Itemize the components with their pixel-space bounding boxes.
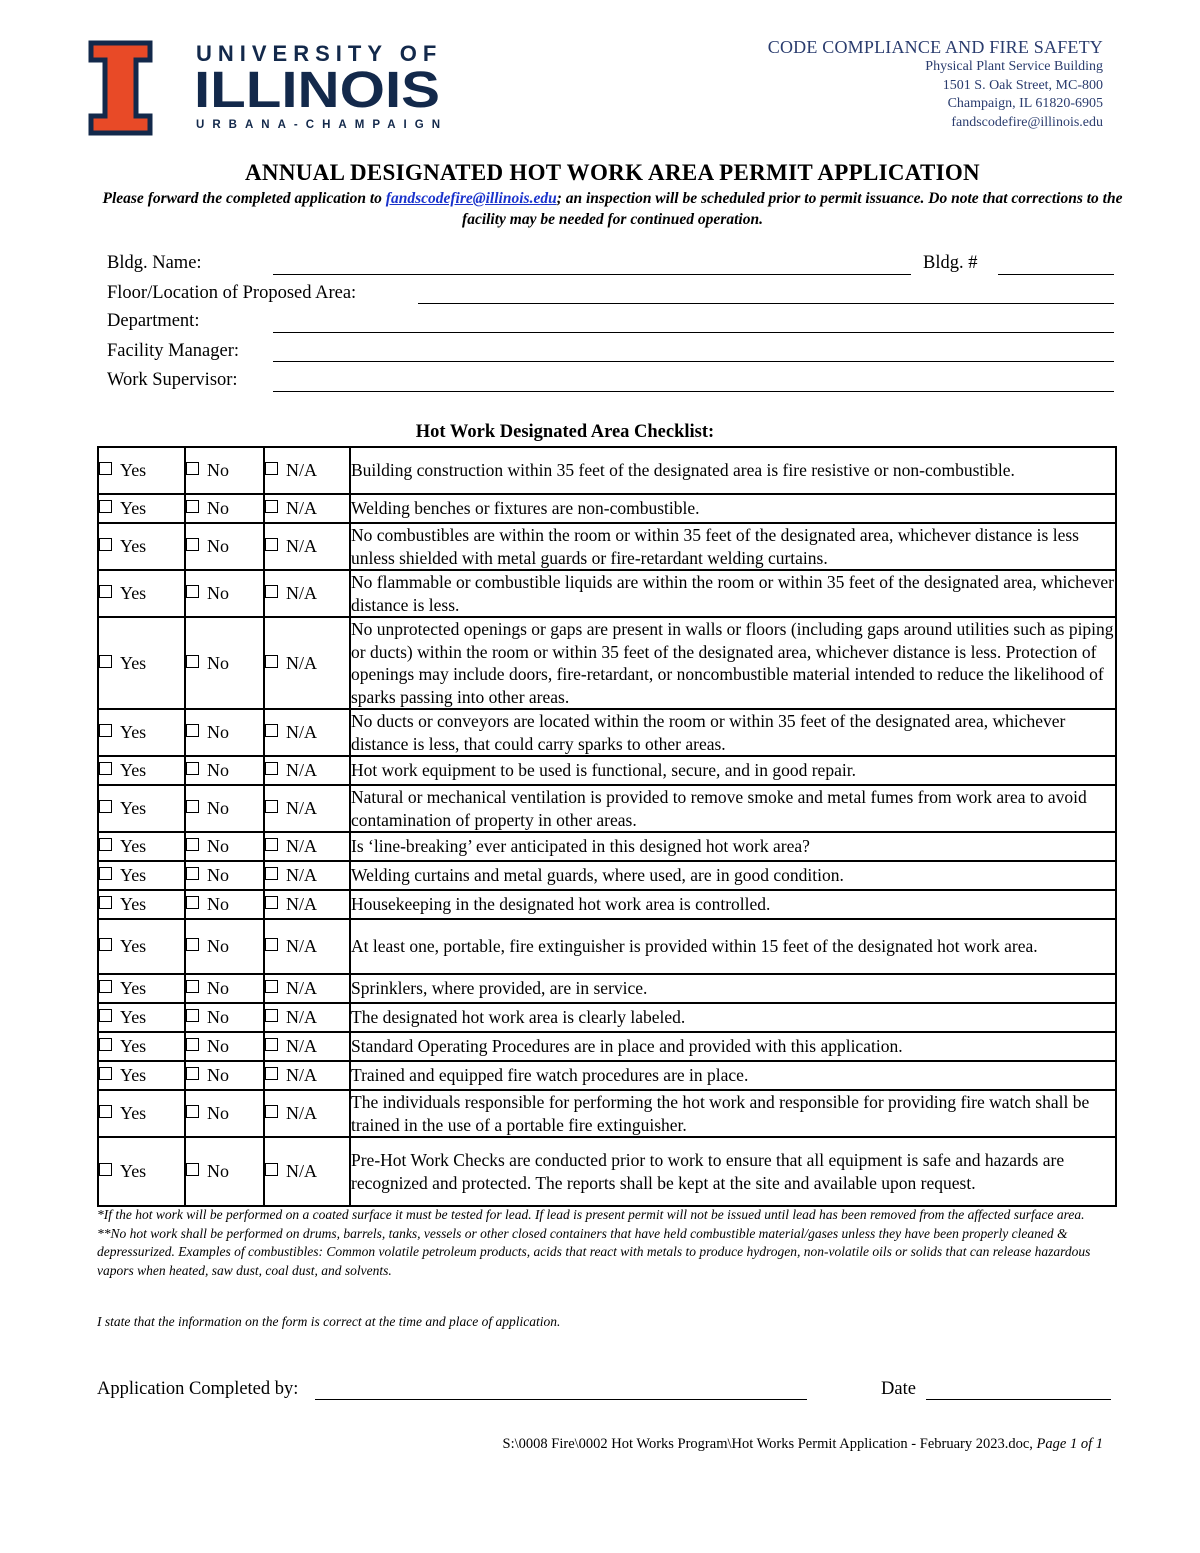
option-label: No xyxy=(207,498,229,518)
date-input[interactable] xyxy=(926,1399,1111,1400)
option-label: N/A xyxy=(286,978,317,998)
option-cell-yes xyxy=(98,832,185,861)
checkbox-yes[interactable] xyxy=(99,1163,112,1176)
logo-line-university: UNIVERSITY OF xyxy=(196,41,443,66)
option-label: Yes xyxy=(120,1036,147,1056)
option-cell-na xyxy=(264,494,350,523)
checkbox-no[interactable] xyxy=(186,1009,199,1022)
office-email: fandscodefire@illinois.edu xyxy=(951,114,1103,130)
option-cell-yes xyxy=(98,1061,185,1090)
option-cell-no xyxy=(185,756,264,785)
checkbox-na[interactable] xyxy=(265,1038,278,1051)
checkbox-na[interactable] xyxy=(265,980,278,993)
checkbox-na[interactable] xyxy=(265,585,278,598)
checkbox-na[interactable] xyxy=(265,800,278,813)
checkbox-yes[interactable] xyxy=(99,538,112,551)
checkbox-na[interactable] xyxy=(265,1009,278,1022)
option-label: N/A xyxy=(286,1103,317,1123)
checkbox-na[interactable] xyxy=(265,896,278,909)
option-label: No xyxy=(207,460,229,480)
option-label: N/A xyxy=(286,836,317,856)
checkbox-yes[interactable] xyxy=(99,800,112,813)
checkbox-na[interactable] xyxy=(265,1067,278,1080)
option-label: No xyxy=(207,760,229,780)
option-label: Yes xyxy=(120,1103,147,1123)
instructions-text: Please forward the completed application to xyxy=(102,190,386,207)
checklist-item-text: Welding benches or fixtures are non-combustible. xyxy=(350,494,1116,523)
checklist-row xyxy=(98,494,1116,523)
checklist-row xyxy=(98,861,1116,890)
checkbox-yes[interactable] xyxy=(99,938,112,951)
option-cell-na xyxy=(264,447,350,494)
option-label: Yes xyxy=(120,583,147,603)
checkbox-na[interactable] xyxy=(265,762,278,775)
checkbox-yes[interactable] xyxy=(99,462,112,475)
option-cell-na xyxy=(264,709,350,756)
checkbox-no[interactable] xyxy=(186,838,199,851)
floor-location-label: Floor/Location of Proposed Area: xyxy=(107,283,357,303)
option-cell-na xyxy=(264,756,350,785)
checklist-item-text: The designated hot work area is clearly labeled. xyxy=(350,1003,1116,1032)
option-label: N/A xyxy=(286,460,317,480)
address-line: Champaign, IL 61820-6905 xyxy=(947,96,1103,111)
checkbox-yes[interactable] xyxy=(99,867,112,880)
date-label: Date xyxy=(881,1379,916,1399)
checkbox-na[interactable] xyxy=(265,1163,278,1176)
checkbox-yes[interactable] xyxy=(99,1009,112,1022)
checkbox-yes[interactable] xyxy=(99,896,112,909)
logo-line-illinois: ILLINOIS xyxy=(194,61,440,118)
option-cell-na xyxy=(264,1061,350,1090)
option-cell-yes xyxy=(98,709,185,756)
checklist-item-text: Housekeeping in the designated hot work area is controlled. xyxy=(350,890,1116,919)
option-cell-no xyxy=(185,785,264,832)
checklist-row xyxy=(98,832,1116,861)
option-cell-na xyxy=(264,919,350,974)
checklist-row xyxy=(98,756,1116,785)
file-path: S:\0008 Fire\0002 Hot Works Program\Hot Works Permit Application - February 2023.doc, xyxy=(502,1436,1037,1452)
option-label: No xyxy=(207,1065,229,1085)
checkbox-no[interactable] xyxy=(186,1038,199,1051)
option-label: Yes xyxy=(120,460,147,480)
option-label: Yes xyxy=(120,1065,147,1085)
option-label: Yes xyxy=(120,836,147,856)
checkbox-no[interactable] xyxy=(186,1163,199,1176)
option-cell-yes xyxy=(98,861,185,890)
footnotes xyxy=(97,1206,1107,1280)
checklist-item-text: Sprinklers, where provided, are in service. xyxy=(350,974,1116,1003)
option-label: Yes xyxy=(120,1007,147,1027)
facility-manager-label: Facility Manager: xyxy=(107,341,240,361)
checkbox-na[interactable] xyxy=(265,838,278,851)
option-cell-na xyxy=(264,785,350,832)
checkbox-na[interactable] xyxy=(265,1105,278,1118)
form-title: ANNUAL DESIGNATED HOT WORK AREA PERMIT APPLICATION xyxy=(245,160,980,185)
checkbox-na[interactable] xyxy=(265,724,278,737)
checklist-row xyxy=(98,709,1116,756)
option-cell-no xyxy=(185,1032,264,1061)
checkbox-yes[interactable] xyxy=(99,1038,112,1051)
work-supervisor-input[interactable] xyxy=(273,391,1114,392)
option-label: N/A xyxy=(286,498,317,518)
option-cell-na xyxy=(264,974,350,1003)
option-label: N/A xyxy=(286,536,317,556)
work-supervisor-label: Work Supervisor: xyxy=(107,370,238,390)
option-label: No xyxy=(207,836,229,856)
address-line: Physical Plant Service Building xyxy=(925,59,1103,74)
option-label: No xyxy=(207,1103,229,1123)
checkbox-yes[interactable] xyxy=(99,1067,112,1080)
checkbox-no[interactable] xyxy=(186,1105,199,1118)
option-cell-na xyxy=(264,1003,350,1032)
option-cell-yes xyxy=(98,1090,185,1137)
option-label: Yes xyxy=(120,760,147,780)
checklist-row xyxy=(98,890,1116,919)
checklist-row xyxy=(98,1137,1116,1206)
university-logo xyxy=(88,40,448,136)
option-cell-yes xyxy=(98,1003,185,1032)
checkbox-no[interactable] xyxy=(186,980,199,993)
option-label: N/A xyxy=(286,1065,317,1085)
option-label: N/A xyxy=(286,936,317,956)
checkbox-no[interactable] xyxy=(186,724,199,737)
option-label: N/A xyxy=(286,652,317,673)
checklist-item-text: No combustibles are within the room or within 35 feet of the designated area, whichever distance is less unless shielded with metal guards or fire-retardant welding curtains. xyxy=(350,523,1116,570)
option-cell-na xyxy=(264,570,350,617)
checkbox-no[interactable] xyxy=(186,462,199,475)
office-name: CODE COMPLIANCE AND FIRE SAFETY xyxy=(767,37,1103,57)
option-label: N/A xyxy=(286,798,317,818)
checkbox-yes[interactable] xyxy=(99,1105,112,1118)
option-cell-yes xyxy=(98,617,185,709)
option-cell-no xyxy=(185,1061,264,1090)
option-label: No xyxy=(207,865,229,885)
option-label: No xyxy=(207,798,229,818)
option-cell-na xyxy=(264,832,350,861)
option-cell-yes xyxy=(98,494,185,523)
checklist-item-text: Hot work equipment to be used is functional, secure, and in good repair. xyxy=(350,756,1116,785)
option-label: N/A xyxy=(286,894,317,914)
option-label: No xyxy=(207,1161,229,1181)
checkbox-na[interactable] xyxy=(265,500,278,513)
option-cell-na xyxy=(264,1032,350,1061)
option-label: No xyxy=(207,536,229,556)
option-label: Yes xyxy=(120,652,147,673)
checklist-item-text: No flammable or combustible liquids are within the room or within 35 feet of the designated area, whichever distance is less. xyxy=(350,570,1116,617)
block-i-logo-icon xyxy=(88,40,448,136)
option-cell-no xyxy=(185,447,264,494)
checkbox-no[interactable] xyxy=(186,762,199,775)
checkbox-no[interactable] xyxy=(186,500,199,513)
checkbox-na[interactable] xyxy=(265,867,278,880)
checklist-row xyxy=(98,1090,1116,1137)
option-label: No xyxy=(207,722,229,742)
option-cell-na xyxy=(264,1090,350,1137)
option-label: Yes xyxy=(120,1161,147,1181)
checklist-item-text: Welding curtains and metal guards, where used, are in good condition. xyxy=(350,861,1116,890)
checkbox-yes[interactable] xyxy=(99,838,112,851)
option-cell-no xyxy=(185,523,264,570)
checkbox-yes[interactable] xyxy=(99,585,112,598)
option-cell-no xyxy=(185,570,264,617)
checklist-row xyxy=(98,570,1116,617)
option-label: No xyxy=(207,1007,229,1027)
option-label: No xyxy=(207,978,229,998)
email-link[interactable]: fandscodefire@illinois.edu xyxy=(385,190,557,207)
completed-by-label: Application Completed by: xyxy=(97,1379,299,1399)
checkbox-yes[interactable] xyxy=(99,500,112,513)
option-cell-yes xyxy=(98,974,185,1003)
department-input[interactable] xyxy=(273,332,1114,333)
checklist-row xyxy=(98,919,1116,974)
checklist-row xyxy=(98,523,1116,570)
option-label: N/A xyxy=(286,583,317,603)
attestation-statement: I state that the information on the form is correct at the time and place of application. xyxy=(97,1314,561,1329)
option-cell-no xyxy=(185,1003,264,1032)
bldg-number-input[interactable] xyxy=(998,274,1114,275)
checklist-item-text: Standard Operating Procedures are in place and provided with this application. xyxy=(350,1032,1116,1061)
checkbox-no[interactable] xyxy=(186,938,199,951)
checkbox-yes[interactable] xyxy=(99,762,112,775)
option-label: N/A xyxy=(286,1036,317,1056)
option-cell-no xyxy=(185,1090,264,1137)
option-cell-yes xyxy=(98,1032,185,1061)
page-number: Page 1 of 1 xyxy=(1036,1436,1103,1452)
option-cell-no xyxy=(185,890,264,919)
checklist-item-text: No unprotected openings or gaps are present in walls or floors (including gaps around utilities such as piping or ducts) within the room or within 35 feet of the designated area, whichever distance is less. Protection of openings may include doors, fire-retardant, or noncombustible material intended to reduce the likelihood of sparks passing into other areas. xyxy=(350,617,1116,709)
checkbox-na[interactable] xyxy=(265,462,278,475)
checklist-item-text: At least one, portable, fire extinguisher is provided within 15 feet of the designated hot work area. xyxy=(350,919,1116,974)
option-label: Yes xyxy=(120,536,147,556)
option-label: Yes xyxy=(120,978,147,998)
checklist-title: Hot Work Designated Area Checklist: xyxy=(415,422,715,442)
option-cell-no xyxy=(185,832,264,861)
option-cell-no xyxy=(185,709,264,756)
option-cell-yes xyxy=(98,785,185,832)
option-label: Yes xyxy=(120,865,147,885)
checklist-body xyxy=(98,447,1116,1206)
address-line: 1501 S. Oak Street, MC-800 xyxy=(942,77,1103,93)
option-label: Yes xyxy=(120,722,147,742)
option-label: N/A xyxy=(286,1161,317,1181)
completed-by-input[interactable] xyxy=(315,1399,807,1400)
checklist-item-text: No ducts or conveyors are located within the room or within 35 feet of the designated area, whichever distance is less, that could carry sparks to other areas. xyxy=(350,709,1116,756)
checklist-row xyxy=(98,447,1116,494)
checkbox-na[interactable] xyxy=(265,938,278,951)
option-cell-na xyxy=(264,890,350,919)
bldg-name-label: Bldg. Name: xyxy=(107,253,202,273)
option-cell-na xyxy=(264,861,350,890)
bldg-name-input[interactable] xyxy=(273,274,911,275)
option-cell-yes xyxy=(98,570,185,617)
checklist-item-text: Trained and equipped fire watch procedures are in place. xyxy=(350,1061,1116,1090)
option-label: N/A xyxy=(286,722,317,742)
checklist-row xyxy=(98,1003,1116,1032)
facility-manager-input[interactable] xyxy=(273,361,1114,362)
checklist-row xyxy=(98,1032,1116,1061)
option-label: N/A xyxy=(286,1007,317,1027)
checkbox-no[interactable] xyxy=(186,867,199,880)
checkbox-yes[interactable] xyxy=(99,724,112,737)
checkbox-na[interactable] xyxy=(265,538,278,551)
instructions xyxy=(100,188,1125,230)
option-label: No xyxy=(207,936,229,956)
checkbox-no[interactable] xyxy=(186,585,199,598)
block-i-mark xyxy=(91,43,150,133)
checkbox-yes[interactable] xyxy=(99,655,112,668)
checklist-row xyxy=(98,1061,1116,1090)
option-cell-yes xyxy=(98,890,185,919)
checkbox-no[interactable] xyxy=(186,896,199,909)
option-label: N/A xyxy=(286,865,317,885)
checkbox-yes[interactable] xyxy=(99,980,112,993)
option-cell-no xyxy=(185,974,264,1003)
option-label: No xyxy=(207,583,229,603)
option-cell-na xyxy=(264,617,350,709)
checklist-row xyxy=(98,785,1116,832)
instructions-text: ; an inspection will be scheduled prior to permit issuance. Do note that corrections to the facility may be needed for continued operation. xyxy=(462,190,1123,228)
option-cell-no xyxy=(185,494,264,523)
footnote-lead: *If the hot work will be performed on a coated surface it must be tested for lead. If lead is present permit will not be issued until lead has been removed from the affected surface area. xyxy=(97,1207,1085,1222)
option-label: Yes xyxy=(120,894,147,914)
option-cell-yes xyxy=(98,523,185,570)
option-cell-no xyxy=(185,861,264,890)
option-label: No xyxy=(207,894,229,914)
checklist-table xyxy=(97,446,1117,1207)
checkbox-no[interactable] xyxy=(186,1067,199,1080)
option-cell-yes xyxy=(98,1137,185,1206)
option-cell-no xyxy=(185,919,264,974)
checkbox-no[interactable] xyxy=(186,538,199,551)
option-label: No xyxy=(207,1036,229,1056)
logo-line-campus: URBANA-CHAMPAIGN xyxy=(196,119,440,131)
document-footer xyxy=(503,1436,1103,1453)
option-label: N/A xyxy=(286,760,317,780)
option-cell-no xyxy=(185,1137,264,1206)
checklist-item-text: The individuals responsible for performing the hot work and responsible for providing fire watch shall be trained in the use of a portable fire extinguisher. xyxy=(350,1090,1116,1137)
option-label: No xyxy=(207,652,229,673)
option-cell-no xyxy=(185,617,264,709)
footnote-containers: **No hot work shall be performed on drums, barrels, tanks, vessels or other closed containers that have held combustible material/gases unless they have been properly cleaned & depressurized. Examples of combustibles: Common volatile petroleum products, acids that react with metals to produce hydrogen, non-volatile oils or solids that can release hazardous vapors when heated, saw dust, coal dust, and solvents. xyxy=(97,1225,1091,1278)
checklist-row xyxy=(98,974,1116,1003)
option-label: Yes xyxy=(120,936,147,956)
checkbox-no[interactable] xyxy=(186,800,199,813)
checklist-item-text: Is ‘line-breaking’ ever anticipated in this designed hot work area? xyxy=(350,832,1116,861)
option-cell-na xyxy=(264,523,350,570)
option-cell-na xyxy=(264,1137,350,1206)
office-contact xyxy=(768,36,1103,132)
checklist-row xyxy=(98,617,1116,709)
option-cell-yes xyxy=(98,447,185,494)
checkbox-no[interactable] xyxy=(186,655,199,668)
option-cell-yes xyxy=(98,756,185,785)
option-label: Yes xyxy=(120,498,147,518)
checklist-item-text: Natural or mechanical ventilation is provided to remove smoke and metal fumes from work area to avoid contamination of property in other areas. xyxy=(350,785,1116,832)
checklist-item-text: Building construction within 35 feet of the designated area is fire resistive or non-combustible. xyxy=(350,447,1116,494)
checklist-item-text: Pre-Hot Work Checks are conducted prior to work to ensure that all equipment is safe and hazards are recognized and protected. The reports shall be kept at the site and available upon request. xyxy=(350,1137,1116,1206)
option-cell-yes xyxy=(98,919,185,974)
floor-location-input[interactable] xyxy=(418,303,1114,304)
option-label: Yes xyxy=(120,798,147,818)
checkbox-na[interactable] xyxy=(265,655,278,668)
bldg-number-label: Bldg. # xyxy=(923,253,978,273)
department-label: Department: xyxy=(107,311,200,331)
